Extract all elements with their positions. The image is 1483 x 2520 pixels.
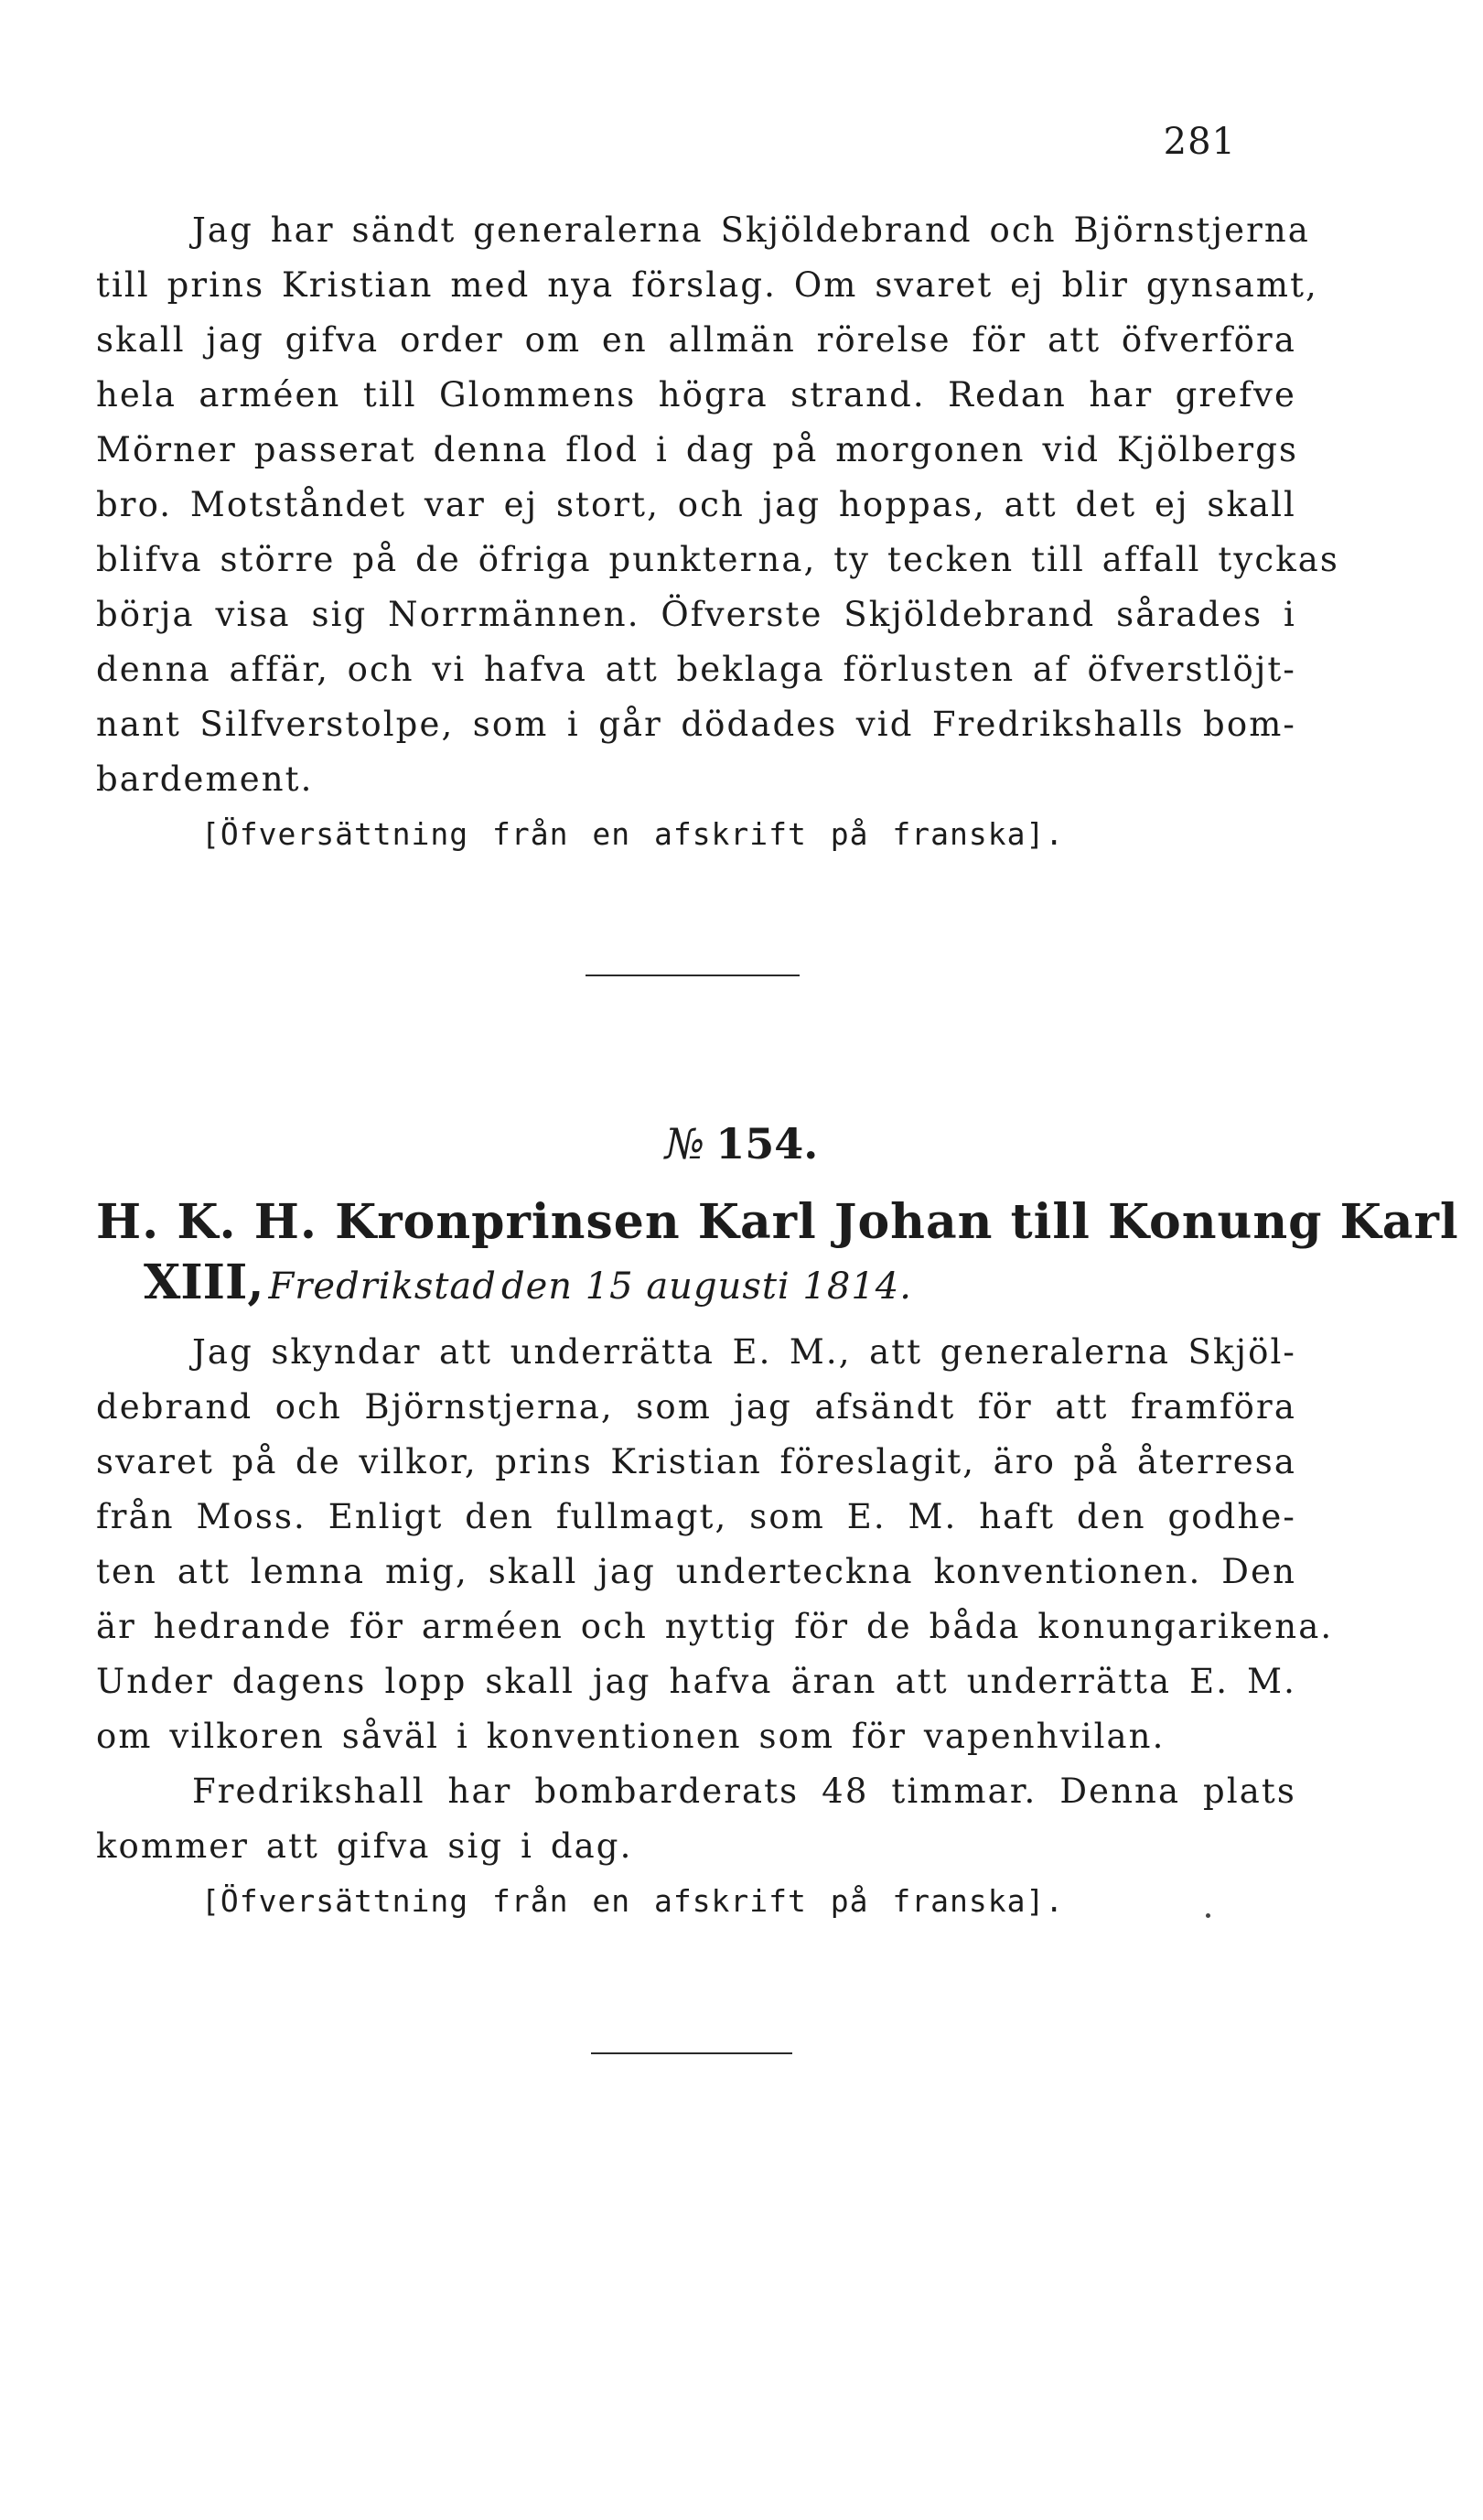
text-line: från Moss. Enligt den fullmagt, som E. M. haft den godhe- [96, 1497, 1296, 1536]
letter-153-body [96, 203, 1339, 862]
text-line: börja visa sig Norrmännen. Öfverste Skjöldebrand sårades i [96, 595, 1296, 634]
translation-note: [Öfversättning från en afskrift på franska]. [201, 1883, 1065, 1919]
text-line: ten att lemna mig, skall jag underteckna konventionen. Den [96, 1552, 1296, 1591]
letter-154-body [96, 1325, 1334, 1929]
text-line: Under dagens lopp skall jag hafva äran att underrätta E. M. [96, 1662, 1296, 1701]
section-divider [591, 2052, 792, 2054]
document-number-value: 154. [715, 1119, 819, 1168]
text-line: kommer att gifva sig i dag. [96, 1826, 633, 1866]
text-line: hela arméen till Glommens högra strand. Redan har grefve [96, 375, 1296, 415]
text-line: är hedrande för arméen och nyttig för de båda konungarikena. [96, 1607, 1334, 1646]
text-line: om vilkoren såväl i konventionen som för vapenhvilan. [96, 1717, 1166, 1756]
heading-roman-numeral: XIII, [144, 1255, 264, 1310]
document-number [0, 1119, 1483, 1168]
text-line: nant Silfverstolpe, som i går dödades vid Fredrikshalls bom- [96, 705, 1296, 744]
text-line: Jag har sändt generalerna Skjöldebrand och Björnstjerna [192, 210, 1310, 250]
text-line: bro. Motståndet var ej stort, och jag hoppas, att det ej skall [96, 485, 1296, 524]
text-line: svaret på de vilkor, prins Kristian föreslagit, äro på återresa [96, 1442, 1296, 1481]
translation-note: [Öfversättning från en afskrift på franska]. [201, 816, 1065, 852]
text-line: Mörner passerat denna flod i dag på morgonen vid Kjölbergs [96, 430, 1299, 469]
text-line: debrand och Björnstjerna, som jag afsändt för att framföra [96, 1387, 1296, 1427]
section-divider [586, 975, 800, 976]
page-number: 281 [1163, 121, 1236, 163]
heading-line-1: H. K. H. Kronprinsen Karl Johan till Konung Karl [96, 1194, 1459, 1250]
text-line: blifva större på de öfriga punkterna, ty tecken till affall tyckas [96, 540, 1339, 579]
text-line: skall jag gifva order om en allmän rörelse för att öfverföra [96, 320, 1296, 360]
heading-line-2 [96, 1253, 1296, 1324]
numero-sign: № [664, 1119, 705, 1168]
text-line: till prins Kristian med nya förslag. Om svaret ej blir gynsamt, [96, 265, 1318, 305]
heading-date: den 15 augusti 1814. [500, 1265, 912, 1308]
text-line: bardement. [96, 759, 314, 799]
heading-place: Fredrikstad [268, 1265, 497, 1308]
text-line: Fredrikshall har bombarderats 48 timmar. Denna plats [192, 1772, 1296, 1811]
text-line: denna affär, och vi hafva att beklaga förlusten af öfverstlöjt- [96, 650, 1296, 689]
print-speck [1206, 1913, 1210, 1918]
text-line: Jag skyndar att underrätta E. M., att generalerna Skjöl- [192, 1332, 1296, 1372]
letter-heading [96, 1192, 1459, 1324]
